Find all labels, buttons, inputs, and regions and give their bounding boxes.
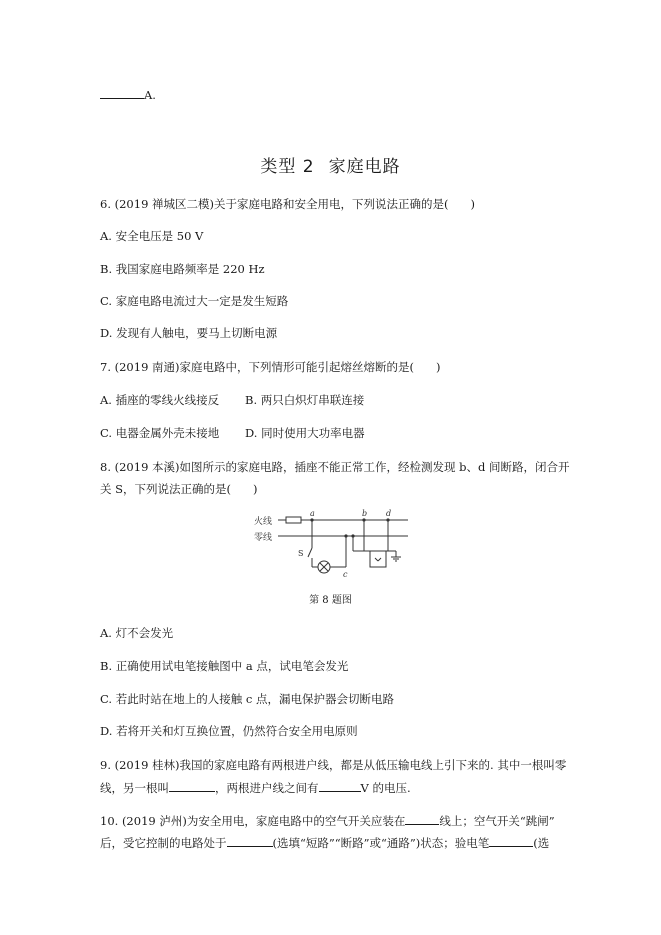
q9-blank-1 bbox=[169, 779, 215, 792]
q9-text-c: V 的电压. bbox=[360, 781, 411, 795]
q9-blank-2 bbox=[319, 779, 361, 792]
q6-option-c: C. 家庭电路电流过大一定是发生短路 bbox=[100, 294, 289, 308]
q7-stem bbox=[100, 359, 441, 375]
q6-stem-text: 6. (2019 禅城区二模)关于家庭电路和安全用电，下列说法正确的是( bbox=[100, 197, 449, 211]
q10-line-1 bbox=[100, 812, 555, 829]
q10-text-d: (选填“短路”“断路”或“通路”)状态；验电笔 bbox=[272, 836, 490, 850]
section-title-name: 家庭电路 bbox=[328, 157, 401, 177]
q7-option-b: B. 两只白炽灯串联连接 bbox=[245, 393, 365, 407]
q10-blank-1 bbox=[405, 812, 439, 825]
q7-options-row-1 bbox=[100, 392, 364, 408]
q10-text-c: 后，受它控制的电路处于 bbox=[100, 836, 227, 850]
q10-text-e: (选 bbox=[533, 836, 550, 850]
prev-answer-line bbox=[100, 86, 156, 103]
answer-suffix: A. bbox=[144, 88, 156, 102]
q10-text-a: 10. (2019 泸州)为安全用电，家庭电路中的空气开关应装在 bbox=[100, 814, 406, 828]
q6-stem bbox=[100, 196, 475, 212]
q8-option-c: C. 若此时站在地上的人接触 c 点，漏电保护器会切断电路 bbox=[100, 692, 394, 706]
q9-text-a: 线，另一根叫 bbox=[100, 781, 169, 795]
q8-stem-line-1: 8. (2019 本溪)如图所示的家庭电路，插座不能正常工作，经检测发现 b、d 间断路，闭合开 bbox=[100, 460, 570, 474]
figure-caption: 第 8 题图 bbox=[309, 595, 352, 606]
q10-line-2 bbox=[100, 834, 549, 851]
neutral-wire-label: 零线 bbox=[254, 533, 273, 543]
node-b-label: b bbox=[362, 509, 368, 518]
q7-stem-text: 7. (2019 南通)家庭电路中，下列情形可能引起熔丝熔断的是( bbox=[100, 360, 415, 374]
q10-text-b: 线上；空气开关“跳闸” bbox=[439, 814, 555, 828]
circuit-diagram bbox=[252, 506, 412, 580]
q8-option-d: D. 若将开关和灯互换位置，仍然符合安全用电原则 bbox=[100, 724, 358, 738]
q8-stem-line-2 bbox=[100, 481, 258, 497]
section-title bbox=[0, 152, 661, 177]
q7-options-row-2 bbox=[100, 425, 365, 441]
q9-text-b: ，两根进户线之间有 bbox=[215, 781, 319, 795]
socket bbox=[370, 551, 386, 567]
q8-paren-close: ) bbox=[253, 482, 258, 496]
answer-blank bbox=[100, 86, 144, 99]
switch-label: S bbox=[298, 549, 304, 558]
q7-paren-close: ) bbox=[436, 360, 441, 374]
q7-option-a: A. 插座的零线火线接反 bbox=[100, 393, 220, 407]
q6-option-a: A. 安全电压是 50 V bbox=[100, 229, 204, 243]
live-wire-label: 火线 bbox=[254, 517, 273, 527]
q7-option-d: D. 同时使用大功率电器 bbox=[245, 426, 365, 440]
q6-paren-close: ) bbox=[470, 197, 476, 211]
q7-option-c: C. 电器金属外壳未接地 bbox=[100, 426, 220, 440]
q8-option-b: B. 正确使用试电笔接触图中 a 点，试电笔会发光 bbox=[100, 659, 349, 673]
section-title-prefix: 类型 2 bbox=[260, 157, 315, 177]
fuse bbox=[286, 517, 301, 523]
q10-blank-3 bbox=[489, 834, 533, 847]
node-a-label: a bbox=[310, 509, 315, 518]
switch-blade bbox=[308, 548, 312, 557]
q6-option-b: B. 我国家庭电路频率是 220 Hz bbox=[100, 262, 265, 276]
q9-line-1: 9. (2019 桂林)我国的家庭电路有两根进户线，都是从低压输电线上引下来的. 其中一根叫零 bbox=[100, 758, 567, 772]
node-c-label: c bbox=[343, 570, 348, 579]
q8-option-a: A. 灯不会发光 bbox=[100, 626, 174, 640]
q10-blank-2 bbox=[227, 834, 273, 847]
q9-line-2 bbox=[100, 779, 411, 796]
q8-stem-line-2-text: 关 S，下列说法正确的是( bbox=[100, 482, 232, 496]
node-d-label: d bbox=[386, 509, 392, 518]
q6-option-d: D. 发现有人触电，要马上切断电源 bbox=[100, 326, 278, 340]
